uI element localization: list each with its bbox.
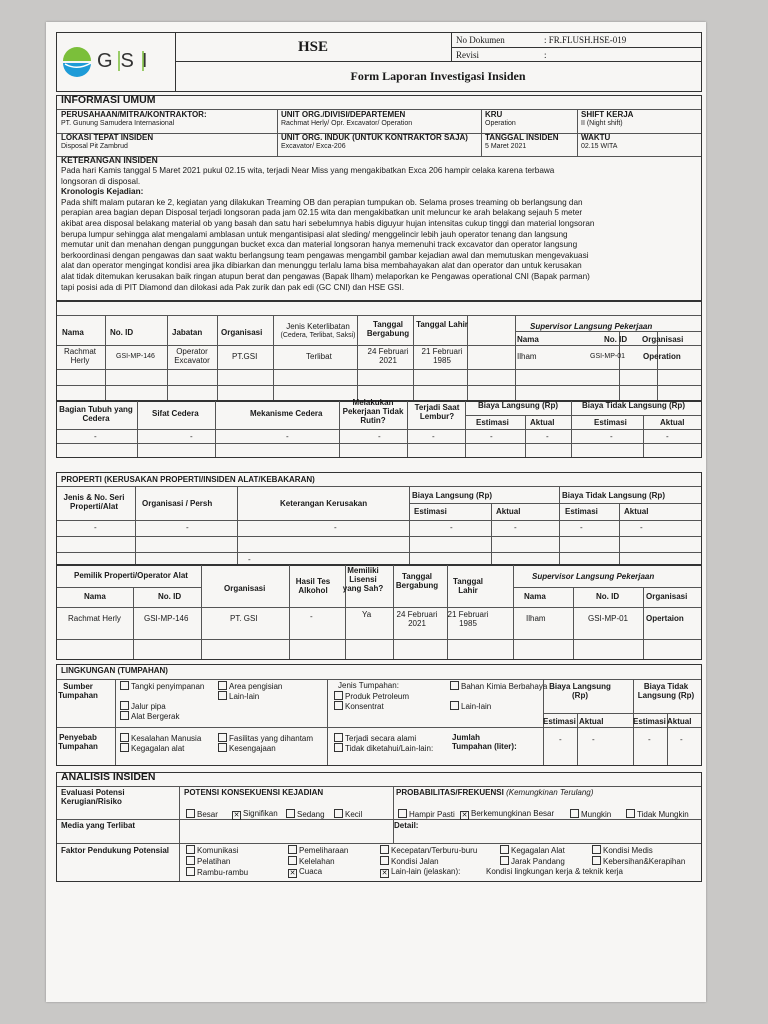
label-sumber: Sumber Tumpahan — [58, 682, 98, 700]
opt-label: Jalur pipa — [131, 702, 166, 711]
col-no-id: No. ID — [110, 328, 134, 337]
col-tes-alkohol: Hasil Tes Alkohol — [295, 577, 331, 595]
checkbox[interactable] — [120, 681, 129, 690]
opt-label: Bahan Kimia Berbahaya — [461, 682, 548, 691]
kondisi-lingkungan-text: Kondisi lingkungan kerja & teknik kerja — [486, 867, 623, 876]
doc-no-sep: : — [544, 35, 547, 45]
opt-label: Kegagalan alat — [131, 744, 185, 753]
cell-dash: - — [490, 432, 493, 441]
value-shift: II (Night shift) — [581, 120, 623, 127]
opt-kondisi-medis[interactable] — [592, 845, 653, 855]
document-info — [451, 33, 702, 62]
cell-dash: - — [514, 523, 517, 532]
keterangan-line: longsoran di disposal. — [61, 176, 141, 186]
checkbox-checked[interactable] — [288, 869, 297, 878]
opt-label: Tangki penyimpanan — [131, 682, 205, 691]
opt-label: Berkemungkinan Besar — [471, 809, 555, 818]
col-nama: Nama — [62, 328, 84, 337]
kronologis-line: memutar unit dan menahan dengan punggungan bucket exca dan material longsoran hanya memenuhi track excavator dan operator langsung — [61, 240, 578, 250]
section-title-lingkungan: LINGKUNGAN (TUMPAHAN) — [61, 666, 168, 675]
cell-dash: - — [680, 735, 683, 744]
section-title-informasi: INFORMASI UMUM — [61, 94, 156, 106]
opt-rambu-rambu[interactable] — [186, 867, 248, 877]
kronologis-label: Kronologis Kejadian: — [61, 187, 144, 197]
opt-kesengajaan[interactable] — [218, 743, 276, 753]
label-jumlah-tumpahan: Jumlah Tumpahan (liter): — [452, 733, 517, 751]
cell-nama: Rachmat Herly — [68, 614, 121, 623]
opt-kondisi-jalan[interactable] — [380, 856, 439, 866]
opt-label: Kegagalan Alat — [511, 846, 565, 855]
checkbox[interactable] — [334, 733, 343, 742]
col-biaya-langsung: Biaya Langsung (Rp) — [478, 401, 559, 410]
col-sup-org: Organisasi — [646, 592, 688, 601]
checkbox[interactable] — [500, 845, 509, 854]
col-jenis: Jenis Keterlibatan — [286, 322, 350, 331]
col-estimasi: Estimasi — [414, 507, 447, 516]
cell-sup-id: GSI-MP-01 — [588, 614, 629, 623]
label-evaluasi: Evaluasi Potensi Kerugian/Risiko — [61, 788, 125, 806]
label-faktor: Faktor Pendukung Potensial — [61, 846, 170, 855]
checkbox-checked[interactable] — [232, 811, 241, 820]
checkbox[interactable] — [380, 845, 389, 854]
cell-dash: - — [559, 735, 562, 744]
cell-bergabung: 24 Februari 2021 — [396, 610, 438, 628]
checkbox[interactable] — [288, 845, 297, 854]
col-aktual-tl: Aktual — [624, 507, 649, 516]
col-aktual-tl: Aktual — [667, 717, 692, 726]
opt-label: Jarak Pandang — [511, 857, 565, 866]
kronologis-line: perapian area bagian depan Disposal terjadi longsoran pada jam 02.15 wita dan mengakibatkan unit meluncur ke arah belakang sejauh 5 meter — [61, 208, 583, 218]
revision-label: Revisi — [456, 50, 480, 60]
cell-org: PT. GSI — [230, 614, 258, 623]
cell-dash: - — [94, 432, 97, 441]
doc-no-label: No Dokumen — [456, 35, 505, 45]
opt-label: Lain-lain (jelaskan): — [391, 867, 461, 876]
checkbox[interactable] — [186, 867, 195, 876]
opt-label: Alat Bergerak — [131, 712, 180, 721]
label-jenis-tumpahan: Jenis Tumpahan: — [338, 681, 399, 690]
kronologis-line: berupa lumpur sehingga alat mengalami amblasan untuk mengantisipasi alat sleding/ menggelincir lebih jauh operator tenang dan langsung — [61, 229, 568, 239]
col-aktual-tl: Aktual — [660, 418, 685, 427]
opt-label: Fasilitas yang dihantam — [229, 734, 314, 743]
col-biaya-tidak-langsung: Biaya Tidak Langsung (Rp) — [637, 682, 695, 700]
cell-dash: - — [648, 735, 651, 744]
opt-kebersihan[interactable] — [592, 856, 685, 866]
cell-lisensi: Ya — [362, 610, 372, 619]
col-tgl-bergabung: Tanggal Bergabung — [366, 320, 410, 338]
opt-label: Kelelahan — [299, 857, 335, 866]
opt-label: Kondisi Jalan — [391, 857, 439, 866]
checkbox[interactable] — [218, 691, 227, 700]
col-mekanisme: Mekanisme Cedera — [250, 409, 323, 418]
opt-tidak-diketahui[interactable] — [334, 743, 433, 753]
col-sup-id: No. ID — [596, 592, 620, 601]
kronologis-line: alat tidak ditemukan kerusakan baik ringan atupun berat dan pengawas (Bapak Ilham) melaporkan ke Pengawas operational CNI (Bapak parman) — [61, 271, 590, 281]
prob-sub: (Kemungkinan Terulang) — [506, 788, 594, 797]
cell-dash: - — [334, 523, 337, 532]
col-lahir: Tanggal Lahir — [452, 577, 484, 595]
opt-label: Signifikan — [243, 809, 278, 818]
cell-lahir: 21 Februari 1985 — [447, 610, 489, 628]
kronologis-line: berkoordinasi dengan pengawas dan saat waktu berlangsung team pengawas mengambil gambar kejadian awal dan memutuskan mengevakuasi — [61, 250, 589, 260]
col-tgl-lahir: Tanggal Lahir — [416, 320, 468, 329]
checkbox[interactable] — [186, 845, 195, 854]
value-lokasi: Disposal Pit Zambrud — [61, 143, 128, 150]
cell-lahir: 21 Februari 1985 — [421, 347, 463, 365]
col-jenis-properti: Jenis & No. Seri Properti/Alat — [63, 493, 125, 511]
col-aktual: Aktual — [579, 717, 604, 726]
label-shift: SHIFT KERJA — [581, 110, 634, 119]
col-pemilik: Pemilik Properti/Operator Alat — [74, 571, 188, 580]
col-lisensi: Memiliki Lisensi yang Sah? — [342, 566, 384, 593]
col-supervisor: Supervisor Langsung Pekerjaan — [530, 322, 653, 331]
label-potensi: POTENSI KONSEKUENSI KEJADIAN — [184, 788, 324, 797]
cell-dash: - — [94, 523, 97, 532]
checkbox[interactable] — [334, 743, 343, 752]
form-title: Form Laporan Investigasi Insiden — [350, 69, 526, 83]
opt-label: Kesengajaan — [229, 744, 276, 753]
doc-no-value: FR.FLUSH.HSE-019 — [548, 35, 627, 45]
opt-konsentrat[interactable] — [334, 701, 384, 711]
col-estimasi-tl: Estimasi — [633, 717, 666, 726]
opt-kegagalan-alat[interactable] — [500, 845, 565, 855]
checkbox[interactable] — [592, 845, 601, 854]
col-sup-nama: Nama — [517, 335, 539, 344]
checkbox[interactable] — [500, 856, 509, 865]
checkbox[interactable] — [186, 856, 195, 865]
col-bergabung: Tanggal Bergabung — [395, 572, 439, 590]
opt-label: Komunikasi — [197, 846, 239, 855]
checkbox[interactable] — [450, 681, 459, 690]
opt-besar[interactable] — [186, 809, 218, 819]
opt-pemeliharaan[interactable] — [288, 845, 348, 855]
keterangan-line: Pada hari Kamis tanggal 5 Maret 2021 pukul 02.15 wita, terjadi Near Miss yang mengakibatkan Exca 206 hampir celaka karena terbawa — [61, 166, 555, 175]
opt-berkemungkinan-besar[interactable] — [460, 809, 554, 820]
opt-label: Area pengisian — [229, 682, 283, 691]
opt-label: Kondisi Medis — [603, 846, 653, 855]
label-detail: Detail: — [394, 821, 419, 830]
cell-id: GSI-MP-146 — [144, 614, 189, 623]
cell-dash: - — [286, 432, 289, 441]
col-organisasi-persh: Organisasi / Persh — [142, 499, 213, 508]
cell-sup-id: GSI-MP-01 — [590, 353, 626, 360]
checkbox[interactable] — [334, 691, 343, 700]
opt-label: Besar — [197, 810, 218, 819]
opt-lain-lain-jelaskan[interactable] — [380, 867, 460, 878]
opt-label: Kesalahan Manusia — [131, 734, 202, 743]
value-unit: Rachmat Herly/ Opr. Excavator/ Operation — [281, 120, 413, 127]
cell-sup-nama: Ilham — [526, 614, 546, 623]
opt-label: Konsentrat — [345, 702, 384, 711]
prob-title: PROBABILITAS/FREKUENSI — [396, 788, 504, 797]
col-no-id: No. ID — [158, 592, 182, 601]
col-sup-nama: Nama — [524, 592, 546, 601]
col-jenis-sub: (Cedera, Terlibat, Saksi) — [280, 332, 356, 339]
opt-label: Lain-lain — [229, 692, 260, 701]
cell-jabatan: Operator Excavator — [174, 347, 210, 365]
opt-produk-petroleum[interactable] — [334, 691, 409, 701]
col-organisasi: Organisasi — [221, 328, 263, 337]
svg-text:GSI: GSI — [97, 50, 156, 72]
opt-lain-lain-2[interactable] — [450, 701, 491, 711]
opt-label: Cuaca — [299, 867, 323, 876]
kronologis-line: alat dan operator mengingat kondisi area jika dibiarkan dan menunggu terlalu lama bisa membahayakan alat dan operator dan untuk kerusakan — [61, 261, 582, 271]
col-aktual: Aktual — [530, 418, 555, 427]
cell-dash: - — [666, 432, 669, 441]
cell-dash: - — [186, 523, 189, 532]
cell-org: PT.GSI — [232, 352, 258, 361]
checkbox[interactable] — [450, 701, 459, 710]
opt-komunikasi[interactable] — [186, 845, 238, 855]
opt-terjadi-alami[interactable] — [334, 733, 416, 743]
cell-dash: - — [592, 735, 595, 744]
checkbox[interactable] — [286, 809, 295, 818]
cell-dash: - — [450, 523, 453, 532]
kronologis-line: tapi posisi ada di PIT Diamond dan dilokasi ada Pak zurik dan pak edi (GC CNI) dan HSE GSI. — [61, 282, 404, 292]
opt-label: Sedang — [297, 810, 325, 819]
checkbox[interactable] — [120, 743, 129, 752]
col-biaya-langsung: Biaya Langsung (Rp) — [412, 491, 493, 500]
checkbox[interactable] — [626, 809, 635, 818]
label-waktu: WAKTU — [581, 133, 611, 142]
col-aktual: Aktual — [496, 507, 521, 516]
opt-label: Lain-lain — [461, 702, 492, 711]
opt-label: Kecil — [345, 810, 363, 819]
cell-sup-org: Opertaion — [646, 614, 684, 623]
opt-alat-bergerak[interactable] — [120, 711, 179, 721]
checkbox[interactable] — [120, 711, 129, 720]
opt-label: Tidak Mungkin — [637, 810, 689, 819]
cell-dash: - — [432, 432, 435, 441]
cell-dash: - — [580, 523, 583, 532]
checkbox[interactable] — [592, 856, 601, 865]
cell-dash: - — [378, 432, 381, 441]
checkbox[interactable] — [186, 809, 195, 818]
opt-label: Mungkin — [581, 810, 612, 819]
label-probabilitas — [396, 788, 593, 797]
opt-signifikan[interactable] — [232, 809, 278, 820]
col-estimasi-tl: Estimasi — [594, 418, 627, 427]
cell-sup-nama: Ilham — [517, 352, 537, 361]
opt-hampir-pasti[interactable] — [398, 809, 455, 819]
col-estimasi: Estimasi — [543, 717, 576, 726]
col-biaya-tidak-langsung: Biaya Tidak Langsung (Rp) — [562, 491, 665, 500]
col-jabatan: Jabatan — [172, 328, 203, 337]
cell-bergabung: 24 Februari 2021 — [367, 347, 409, 365]
col-biaya-tidak-langsung: Biaya Tidak Langsung (Rp) — [582, 401, 685, 410]
col-sup-id: No. ID — [604, 335, 628, 344]
label-keterangan: KETERANGAN INSIDEN — [61, 155, 158, 165]
opt-cuaca[interactable] — [288, 867, 322, 878]
label-lokasi: LOKASI TEPAT INSIDEN — [61, 133, 154, 142]
col-organisasi: Organisasi — [224, 584, 266, 593]
value-tanggal: 5 Maret 2021 — [485, 143, 527, 150]
opt-jalur-pipa[interactable] — [120, 701, 166, 711]
col-tidak-rutin: Melakukan Pekerjaan Tidak Rutin? — [342, 398, 404, 425]
label-perusahaan: PERUSAHAAN/MITRA/KONTRAKTOR: — [61, 110, 207, 119]
col-keterangan-kerusakan: Keterangan Kerusakan — [280, 499, 368, 508]
opt-sedang[interactable] — [286, 809, 325, 819]
properti-table — [56, 472, 702, 566]
col-sup-org: Organisasi — [642, 335, 684, 344]
cell-dash: - — [248, 555, 251, 564]
revision-sep: : — [544, 50, 547, 60]
opt-kelelahan[interactable] — [288, 856, 335, 866]
col-biaya-langsung: Biaya Langsung (Rp) — [549, 682, 611, 700]
company-logo — [57, 33, 176, 91]
checkbox-checked[interactable] — [460, 811, 469, 820]
checkbox[interactable] — [570, 809, 579, 818]
checkbox[interactable] — [288, 856, 297, 865]
page-title: HSE — [175, 33, 451, 62]
section-title-properti: PROPERTI (KERUSAKAN PROPERTI/INSIDEN ALAT/KEBAKARAN) — [61, 475, 315, 484]
opt-tangki[interactable] — [120, 681, 204, 691]
opt-mungkin[interactable] — [570, 809, 611, 819]
section-title-analisis: ANALISIS INSIDEN — [61, 771, 156, 783]
opt-pelatihan[interactable] — [186, 856, 230, 866]
kronologis-line: akibat area disposal belakang material ob yang basah dan satu hari sebelumnya habis diguyur hujan intensitas cukup tinggi dan material longsoran — [61, 218, 595, 228]
label-penyebab: Penyebab Tumpahan — [58, 733, 98, 751]
col-bagian-tubuh: Bagian Tubuh yang Cedera — [59, 405, 133, 423]
opt-lain-lain[interactable] — [218, 691, 259, 701]
cell-id: GSI-MP-146 — [116, 353, 155, 360]
opt-label: Terjadi secara alami — [345, 734, 417, 743]
opt-tidak-mungkin[interactable] — [626, 809, 689, 819]
opt-fasilitas[interactable] — [218, 733, 313, 743]
opt-label: Produk Petroleum — [345, 692, 410, 701]
keterangan-text — [61, 166, 679, 293]
checkbox[interactable] — [120, 701, 129, 710]
value-perusahaan: PT. Gunung Samudera Internasional — [61, 120, 175, 127]
label-media: Media yang Terlibat — [61, 821, 136, 830]
cell-sup-org: Operation — [643, 352, 681, 361]
opt-bahan-kimia[interactable] — [450, 681, 547, 691]
cell-nama: Rachmat Herly — [63, 347, 96, 365]
label-kru: KRU — [485, 110, 503, 119]
checkbox[interactable] — [120, 733, 129, 742]
col-sifat-cedera: Sifat Cedera — [152, 409, 199, 418]
opt-label: Pemeliharaan — [299, 846, 349, 855]
label-unit-induk: UNIT ORG. INDUK (UNTUK KONTRAKTOR SAJA) — [281, 133, 468, 142]
opt-label: Pelatihan — [197, 857, 231, 866]
col-supervisor: Supervisor Langsung Pekerjaan — [532, 572, 655, 581]
cell-tes: - — [310, 612, 313, 621]
opt-label: Tidak diketahui/Lain-lain: — [345, 744, 434, 753]
checkbox[interactable] — [218, 681, 227, 690]
opt-label: Kebersihan&Kerapihan — [603, 857, 686, 866]
opt-kesalahan-manusia[interactable] — [120, 733, 201, 743]
label-unit: UNIT ORG./DIVISI/DEPARTEMEN — [281, 110, 406, 119]
value-waktu: 02.15 WITA — [581, 143, 618, 150]
form-header — [56, 32, 702, 92]
value-kru: Operation — [485, 120, 516, 127]
opt-label: Kecepatan/Terburu-buru — [391, 846, 478, 855]
cell-jenis: Terlibat — [306, 352, 332, 361]
col-estimasi-tl: Estimasi — [565, 507, 598, 516]
opt-label: Rambu-rambu — [197, 868, 249, 877]
checkbox-checked[interactable] — [380, 869, 389, 878]
opt-label: Hampir Pasti — [409, 810, 455, 819]
opt-kecepatan[interactable] — [380, 845, 477, 855]
col-estimasi: Estimasi — [476, 418, 509, 427]
opt-kegagalan-alat[interactable] — [120, 743, 184, 753]
cell-dash: - — [640, 523, 643, 532]
checkbox[interactable] — [218, 733, 227, 742]
checkbox[interactable] — [398, 809, 407, 818]
checkbox[interactable] — [218, 743, 227, 752]
cell-dash: - — [610, 432, 613, 441]
opt-kecil[interactable] — [334, 809, 362, 819]
checkbox[interactable] — [334, 809, 343, 818]
col-nama: Nama — [84, 592, 106, 601]
opt-area-pengisian[interactable] — [218, 681, 282, 691]
col-lembur: Terjadi Saat Lembur? — [414, 403, 460, 421]
checkbox[interactable] — [334, 701, 343, 710]
value-unit-induk: Excavator/ Exca-206 — [281, 143, 346, 150]
opt-jarak-pandang[interactable] — [500, 856, 565, 866]
cell-dash: - — [190, 432, 193, 441]
kronologis-line: Pada shift malam putaran ke 2, kegiatan yang dilakukan Treaming OB dan perapian tumpukan ob. Selama proses treaming ob berlangsung dan — [61, 197, 583, 207]
label-tanggal: TANGGAL INSIDEN — [485, 133, 559, 142]
cell-dash: - — [546, 432, 549, 441]
checkbox[interactable] — [380, 856, 389, 865]
